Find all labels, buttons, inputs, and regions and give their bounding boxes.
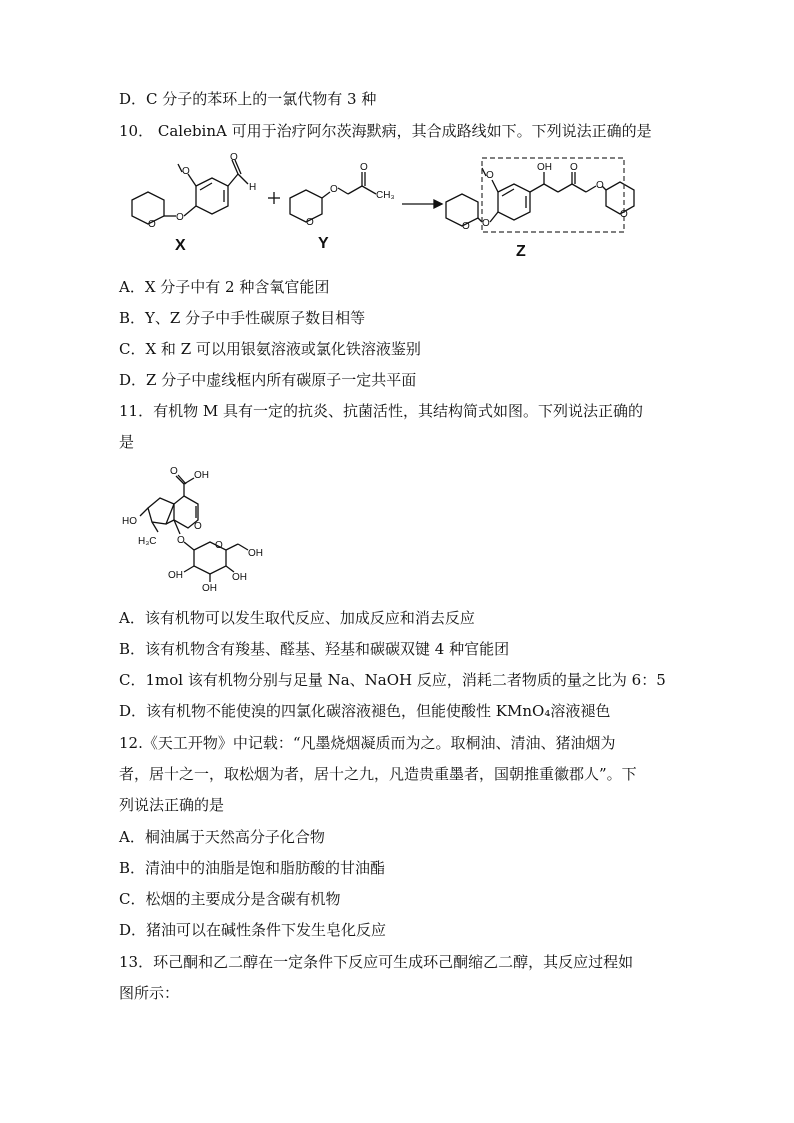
label-y: Y [318,235,329,252]
q11-structure [118,462,268,592]
glycosidic-o: O [177,535,185,546]
q12-stem-line1: 12.《天工开物》中记载：“凡墨烧烟凝质而为之。取桐油、清油、猪油烟为 [119,734,616,752]
x-ring-o: O [148,219,156,230]
glucose-ring-o: O [215,540,223,551]
z-ketone-o: O [570,162,578,173]
q11-option-d: D．该有机物不能使溴的四氯化碳溶液褪色，但能使酸性 KMnO₄溶液褪色 [119,702,611,720]
q11-option-b: B．该有机物含有羧基、醛基、羟基和碳碳双键 4 种官能团 [119,640,510,658]
z-ether-o: O [482,218,490,229]
z-methoxy-o: O [486,170,494,181]
q10-option-b: B．Y、Z 分子中手性碳原子数目相等 [119,309,366,327]
q12-option-b: B．清油中的油脂是饱和脂肪酸的甘油酯 [119,859,386,877]
y-ether-o: O [330,184,338,195]
ch2oh-oh: OH [248,548,263,559]
q12-option-a: A．桐油属于天然高分子化合物 [119,828,325,846]
y-ketone-o: O [360,162,368,173]
q10-reaction-scheme [120,150,640,262]
q11-stem-line1: 11．有机物 M 具有一定的抗炎、抗菌活性，其结构简式如图。下列说法正确的 [119,402,643,420]
x-aldehyde-o: O [230,152,238,163]
x-ether-o: O [176,212,184,223]
q11-option-a: A．该有机物可以发生取代反应、加成反应和消去反应 [119,609,475,627]
y-ch3: CH₃ [376,190,395,201]
ring-o: O [194,521,202,532]
q9-option-d: D．C 分子的苯环上的一氯代物有 3 种 [119,90,377,108]
q11-option-c: C．1mol 该有机物分别与足量 Na、NaOH 反应，消耗二者物质的量之比为 6：5 [119,671,666,689]
q12-stem-line2: 者，居十之一，取松烟为者，居十之九，凡造贵重墨者，国朝推重徽郡人”。下 [119,765,637,783]
z-ring-o: O [462,221,470,232]
ho-label: HO [122,516,137,527]
cooh-oh: OH [194,470,209,481]
x-methoxy-o: O [182,166,190,177]
label-x: X [175,237,186,254]
q10-option-d: D．Z 分子中虚线框内所有碳原子一定共平面 [119,371,417,389]
oh-bottom: OH [202,583,217,592]
cooh-o: O [170,466,178,477]
q10-option-c: C．X 和 Z 可以用银氨溶液或氯化铁溶液鉴别 [119,340,421,358]
q12-stem-line3: 列说法正确的是 [119,796,225,814]
q12-option-d: D．猪油可以在碱性条件下发生皂化反应 [119,921,387,939]
z-ring-o-right: O [620,209,628,220]
q10-option-a: A．X 分子中有 2 种含氧官能团 [119,278,330,296]
q13-stem-line1: 13．环己酮和乙二醇在一定条件下反应可生成环己酮缩乙二醇，其反应过程如 [119,953,634,971]
z-oh: OH [537,162,552,173]
q13-stem-line2: 图所示： [119,984,180,1002]
y-ring-o: O [306,217,314,228]
oh-right: OH [232,572,247,583]
x-aldehyde-h: H [249,182,257,193]
q12-option-c: C．松烟的主要成分是含碳有机物 [119,890,341,908]
q11-stem-line2: 是 [119,433,135,451]
z-chain-o: O [596,180,604,191]
oh-left: OH [168,570,183,581]
label-z: Z [516,243,526,260]
h3c-label: H₃C [138,536,157,547]
q10-stem: 10． CalebinA 可用于治疗阿尔茨海默病，其合成路线如下。下列说法正确的是 [119,122,652,140]
